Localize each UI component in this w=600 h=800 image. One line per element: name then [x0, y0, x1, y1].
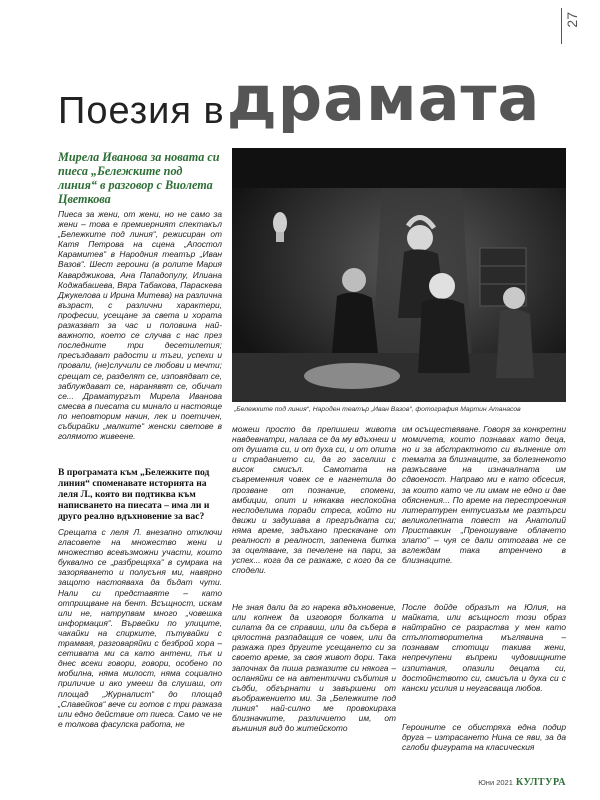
answer-column-2-paragraph-2: Не зная дали да го нарека вдъхновение, или копнеж да изговоря болката и силата да се справиш, или да събера в цялостна разпадащия се човек, или да разкажа през другите усещането си за своето време, за своя живот дори. Така започнах да пиша разказите си някога – осланяйки се на автентични събития и съдби, обгърнати и завършени от въображението ми. За „Бележките под линия“ най-силно ме провокираха близначките, различието им, от външния вид до житейското: [232, 602, 396, 734]
article-title-bold: драмата: [226, 62, 541, 135]
answer-column-3-paragraph-1: им осъществяване. Говоря за конкретни момичета, които познавах като деца, но и за абстрактното си вълнение от темата за близнаците, за болезненото разкъсване на изначалната им сдвоеност. Направо ми е като обсесия, за които като че ли имам не едно и две обяснения... По време на перестроечния литературен ентусиазъм ме разтърси великолепната повест на Анатолий Приставкин „Преношуване облачето злато“ – чуя се дали оттогава не се вглеждам така втренчено в близнаците.: [402, 424, 566, 566]
article-subtitle: Мирела Иванова за новата си пиеса „Бележките под линия“ в разговор с Виолета Цветкова: [58, 150, 220, 206]
article-lead: Пиеса за жени, от жени, но не само за жени – това е премиерният спектакъл „Бележките под линия“, режисиран от Катя Петрова на сцена „Апостол Карамитев“ в Народния театър „Иван Вазов“. Шест героини (в ролите Мария Каварджикова, Ана Пападопулу, Илиана Коджабашева, Вяра Табакова, Параскева Джукелова и Ирина Митева) на различна възраст, с различни характери, професии, усещане за света и хората разказват за час и половина най-важното, което се случва с нас през последните три десетилетия; пресъздават радости и тъги, успехи и провали, (не)случили се любови и мечти; срещат се, разделят се, изповядват се, заблуждават се, наранявят се, обичат се... Драматургът Мирела Иванова смесва в пиесата си минало и настояще по неповторим начин, лек и поетичен, събирайки „малките“ женски светове в голямото живеене.: [58, 209, 222, 442]
answer-column-3-paragraph-2: После дойде образът на Юлия, на майката, или всъщност този образ найтрайно се разраства у мен като стълпотворителна мъглявина – познавам стотици такива жени, непречупени въпреки чудовищните изпитания, опазили децата си, достойнството си, смисъла и духа си с кански усилия и неугасваща любов.: [402, 602, 566, 693]
answer-column-2-paragraph-1: можеш просто да препишеш живота навдевнатри, налага се да му вдъхнеш и от душата си, и от духа си, и от опита и страданието си, да го заселиш с висок смисъл. Самотата на съвременния човек се е нагнетила до прозване от познание, спомени, амбиции, опит и някаква неспокойна несподелима поради стреса, който ни движи и задушава в прегръдката си; няма време, задъхано прескачане от реалност в реалност, запенена битка за оцеляване, за печелене на пари, за успех... кога да се разкаже, с кого да се сподели.: [232, 424, 396, 576]
issue-date: Юни 2021: [478, 778, 513, 787]
page-number: [561, 8, 582, 44]
page-number-text: 27: [564, 12, 580, 28]
answer-column-3-paragraph-3: Героините се обистряха една подир друга – изтрасането Нина се яви, за да сглоби фигурата на класическия: [402, 722, 566, 753]
theatre-photo-illustration: [232, 148, 566, 402]
photo-caption: „Бележките под линия“, Народен театър „Иван Вазов“, фотография Мартин Атанасов: [234, 406, 521, 413]
magazine-name: КУЛТУРА: [515, 777, 566, 788]
answer-column-1: Срещата с леля Л. внезапно отключи гласовете на множество жени и множество всевъзможни участи, които буквално се „разбрещяха“ в сумрака на зазоряването и полусъня ми, навярно защото настояваха да бъдат чути. Нали си представяте – като отприщване на бент. Всъщност, искам или не, натрупвам много „човешка информация“. Вървейки по улиците, чакайки на спирките, пътувайки с трамвая, разговаряйки с безброй хора – сетивата ми са като антени, пък и днес всеки говори, говори, особено по мобилна, няма милост, няма социално приличие и ако умееш да слушаш, от площад „Журналист“ до площад „Славейков“ вече си готов с три разказа или едно действие от пиеса. Само че не е толкова фасулска работа, не: [58, 527, 222, 729]
theatre-photo: [232, 148, 566, 402]
article-title-light: Поезия в: [58, 90, 225, 132]
article-title: [58, 62, 541, 135]
page-footer: [478, 772, 566, 790]
interview-question: В програмата към „Бележките под линия“ споменавате историята на леля Л., която ви подтиква към написването на пиесата – има ли и друго реално вдъхновение за вас?: [58, 467, 210, 522]
